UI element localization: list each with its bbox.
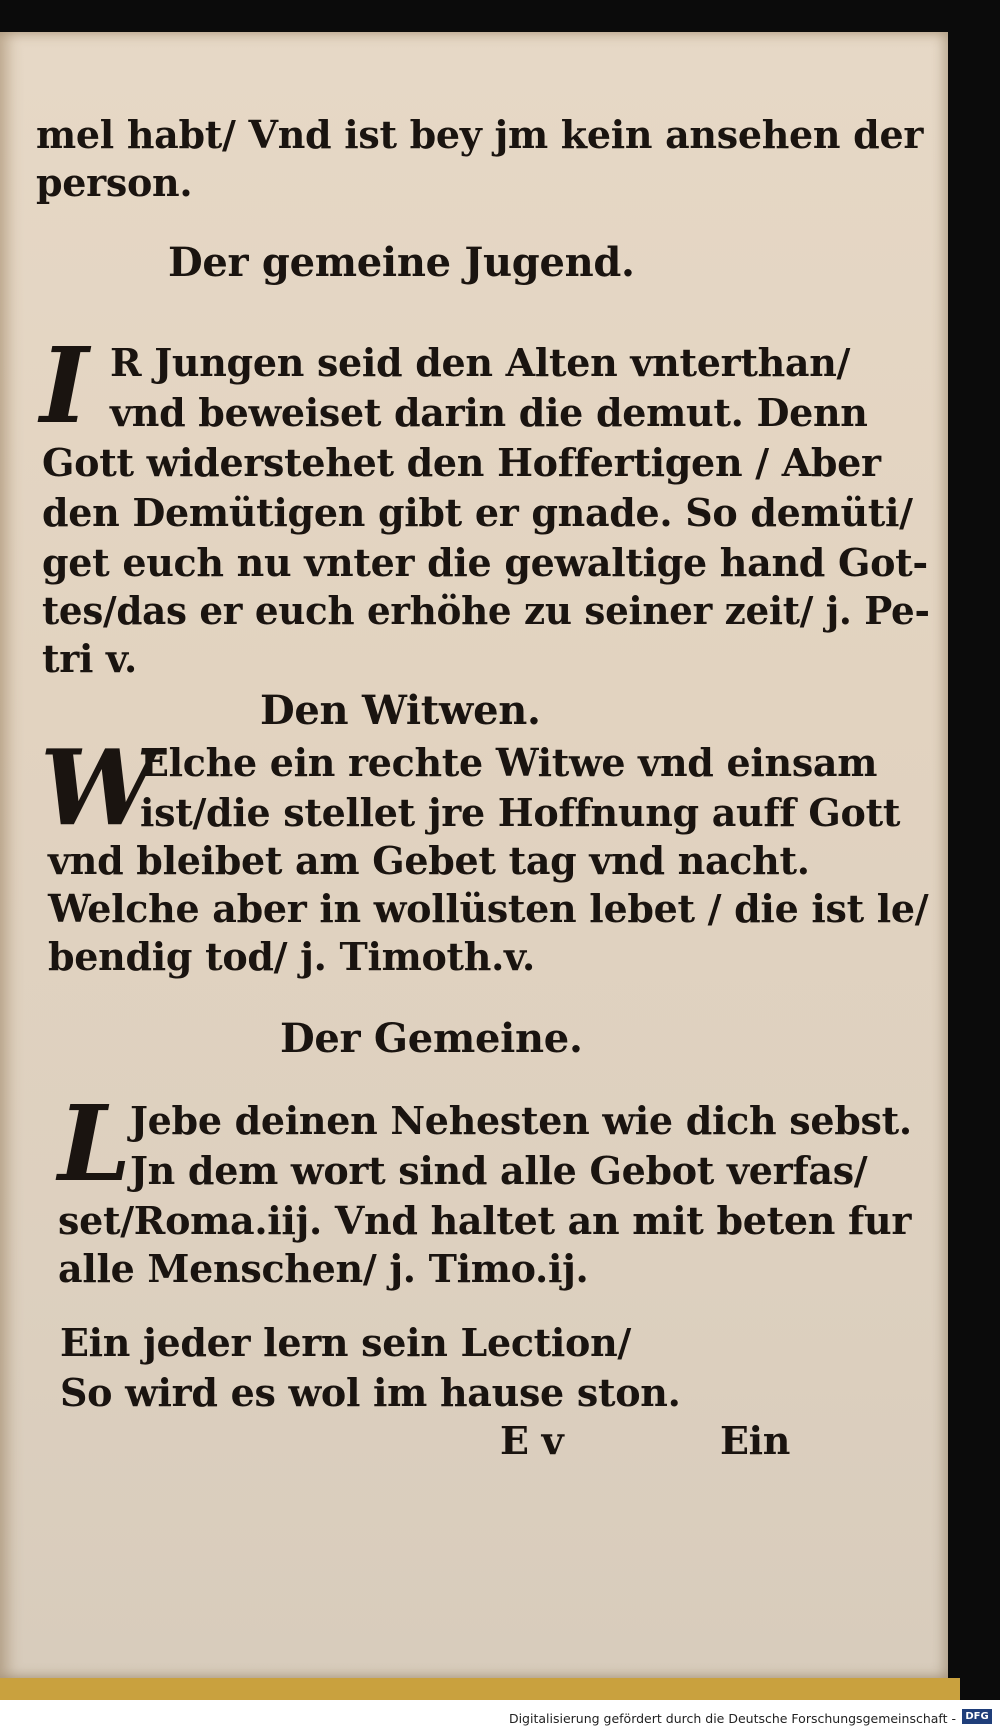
page-bottom-edge xyxy=(0,1678,960,1700)
initial-letter: W xyxy=(40,726,157,849)
section-heading: Den Witwen. xyxy=(260,687,541,734)
text-line: Jebe deinen Nehesten wie dich sebst. xyxy=(130,1098,912,1143)
footer-credit: Digitalisierung gefördert durch die Deutsche Forschungsgemeinschaft - xyxy=(508,1711,956,1726)
text-line: ist/die stellet jre Hoffnung auff Gott xyxy=(140,790,901,835)
text-line: bendig tod/ j. Timoth.v. xyxy=(48,934,535,979)
text-line: person. xyxy=(36,160,193,205)
initial-letter: I xyxy=(40,324,89,447)
text-line: Welche aber in wollüsten lebet / die ist le/ xyxy=(48,886,929,931)
dfg-logo: DFG xyxy=(962,1709,992,1724)
text-line: R Jungen seid den Alten vnterthan/ xyxy=(110,340,851,385)
text-line: vnd bleibet am Gebet tag vnd nacht. xyxy=(48,838,810,883)
text-line: set/Roma.iij. Vnd haltet an mit beten fur xyxy=(58,1198,912,1243)
section-heading: Der Gemeine. xyxy=(280,1015,583,1062)
text-line: mel habt/ Vnd ist bey jm kein ansehen der xyxy=(36,112,924,157)
signature-mark: E v xyxy=(500,1418,564,1463)
text-line: vnd beweiset darin die demut. Denn xyxy=(110,390,868,435)
text-line: den Demütigen gibt er gnade. So demüti/ xyxy=(42,490,913,535)
catchword: Ein xyxy=(720,1418,791,1463)
text-line: Elche ein rechte Witwe vnd einsam xyxy=(140,740,878,785)
text-line: Gott widerstehet den Hoffertigen / Aber xyxy=(42,440,881,485)
text-line: Jn dem wort sind alle Gebot verfas/ xyxy=(130,1148,868,1193)
verse-line: So wird es wol im hause ston. xyxy=(60,1370,681,1415)
text-line: get euch nu vnter die gewaltige hand Got- xyxy=(42,540,928,585)
text-line: tes/das er euch erhöhe zu seiner zeit/ j. Pe- xyxy=(42,588,930,633)
text-line: tri v. xyxy=(42,636,137,681)
initial-letter: L xyxy=(58,1082,132,1205)
section-heading: Der gemeine Jugend. xyxy=(168,239,635,286)
text-line: alle Menschen/ j. Timo.ij. xyxy=(58,1246,589,1291)
verse-line: Ein jeder lern sein Lection/ xyxy=(60,1320,632,1365)
